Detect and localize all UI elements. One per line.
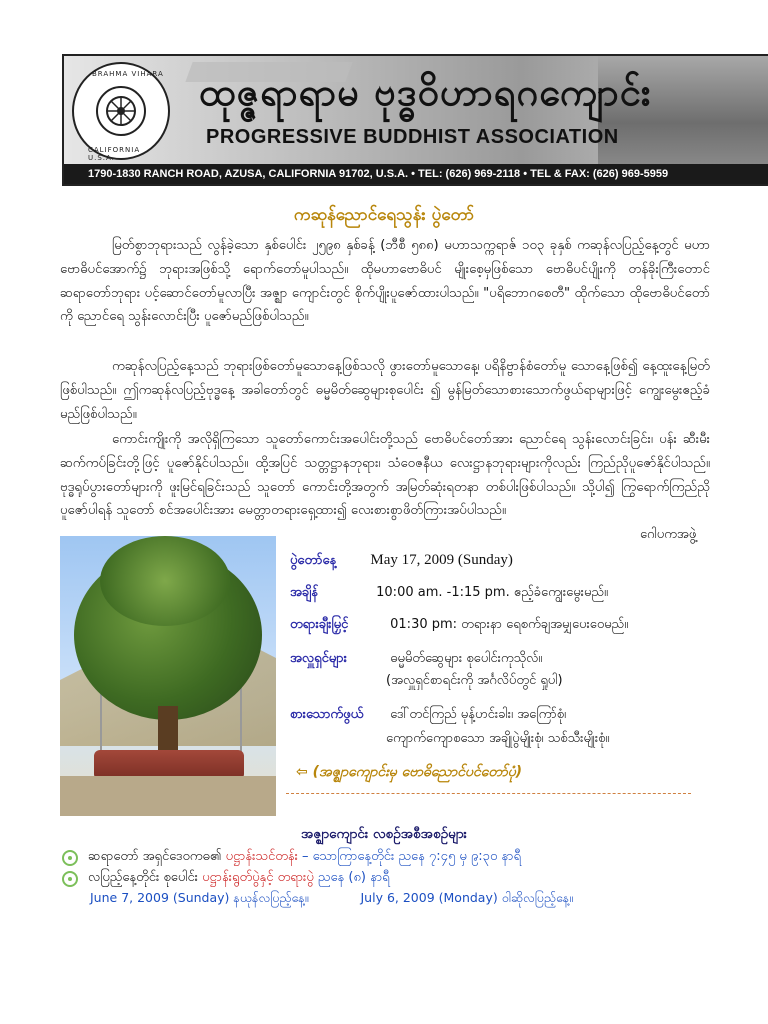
paragraph-3: ကောင်းကျိုးကို အလိုရှိကြသော သူတော်ကောင်းအပေါင်းတို့သည် ဗောဓိပင်တော်အား ညောင်ရေ သွန်းလောင်းခြင်း၊ ပန်း ဆီးမီးဆက်ကပ်ခြင်းတို့ဖြင့် ပူဇော်နိုင်ပါသည်။ ထို့အပြင် သတ္တဋ္ဌာနဘုရား၊ သံဝေဇနီယ လေးဋ္ဌာနဘုရားများကိုလည်း ကြည်ညိုပူဇော်နိုင်ပါသည်။ ဗုဒ္ဓရုပ်ပွားတော်များကို ဖူးမြင်ရခြင်းသည် သူတော် ကောင်းတို့အတွက် အမြတ်ဆုံးရတနာ တစ်ပါးဖြစ်ပါသည်။ သို့ပါ၍ ကြွရောက်ကြည်ညိုပူဇော်ပါရန် သူတော် စင်အပေါင်းအား မေတ္တာတရားရှေ့ထား၍ လေးစားစွာဖိတ်ကြားအပ်ပါသည်။ <box>60 432 710 519</box>
schedule-item-2-b: ပဋ္ဌာန်းရွတ်ပွဲနှင့် တရားပွဲ <box>202 870 314 885</box>
bullet-icon <box>62 850 78 866</box>
ground <box>60 776 276 816</box>
paragraph-1: မြတ်စွာဘုရားသည် လွန်ခဲ့သော နှစ်ပေါင်း ၂၅၉၈ နှစ်ခန့် (ဘီစီ ၅၈၈) မဟာသက္ကရာဇ် ၁၀၃ ခုနှစ် ကဆုန်လပြည့်နေ့တွင် မဟာဗောဓိပင်အောက်၌ ဘုရားအဖြစ်သို့ ရောက်တော်မူပါသည်။ ထိုမဟာဗောဓိပင် မျိုးစေ့မှဖြစ်သော ဗောဓိပင်ပျိုးကို တန်ခိုးကြီးတောင်ဆရာတော်ဘုရား ပင့်ဆောင်တော်မူလာပြီး အဇ္ဈာ ကျောင်းတွင် စိုက်ပျိုးပူဇော်ထားပါသည်။ "ပရိဘောဂစေတီ" ထိုက်သော ထိုဗောဓိပင်တော်ကို ညောင်ရေ သွန်းလောင်းပြီး ပူဇော်မည်ဖြစ်ပါသည်။ <box>60 238 710 325</box>
event-dhamma-value: 01:30 pm: တရားနာ ရေစက်ချအမျှပေးဝေမည်။ <box>390 617 629 632</box>
banner-title-myanmar: ထုဇ္ဇရာရာမ ဗုဒ္ဓဝိဟာရဂကျောင်း <box>199 69 652 114</box>
schedule-title: အဇ္ဈာကျောင်း လစဉ်အစီအစဉ်များ <box>301 826 467 842</box>
event-food-value: ဒေါ်တင်ကြည် မုန့်ဟင်းခါး၊ အကြော်စုံ၊ <box>390 707 567 722</box>
event-dhamma-label: တရားချီးမြှင့် <box>290 617 349 632</box>
divider <box>286 793 691 794</box>
schedule-dates <box>90 890 573 909</box>
schedule-item-1-b: ပဋ္ဌာန်းသင်တန်း <box>225 849 298 864</box>
event-donors-label: အလှူရှင်များ <box>290 651 347 666</box>
photo-caption-text: (အဇ္ဈာကျောင်းမှ ဗောဓိညောင်ပင်တော်ပုံ) <box>312 764 523 780</box>
event-food-value-2: ကျောက်ကျောစသော အချိုပွဲမျိုးစုံ၊ သစ်သီးမျိုးစုံ။ <box>386 731 610 746</box>
banner-title-english: PROGRESSIVE BUDDHIST ASSOCIATION <box>206 126 619 148</box>
photo-caption-link[interactable] <box>296 762 522 783</box>
arrow-left-icon: ⇦ <box>296 764 308 780</box>
seal-text-bottom: CALIFORNIA U.S.A. <box>88 146 141 162</box>
schedule-item-2-c: ညနေ (၈) နာရီ <box>317 870 390 885</box>
event-time-row <box>290 584 608 603</box>
event-donors-value: ဓမ္မမိတ်ဆွေများ စုပေါင်းကုသိုလ်။ <box>390 651 543 666</box>
schedule-item-1 <box>62 848 521 867</box>
bullet-icon <box>62 871 78 887</box>
signature: ဂေါပကအဖွဲ့ <box>640 527 697 542</box>
event-date-value: May 17, 2009 (Sunday) <box>370 552 513 568</box>
event-date-row <box>290 552 513 571</box>
dharma-wheel-icon <box>96 86 146 136</box>
document-heading: ကဆုန်ညောင်ရေသွန်း ပွဲတော် <box>293 205 475 225</box>
event-food-label: စားသောက်ဖွယ် <box>290 707 364 722</box>
event-time-value: 10:00 am. -1:15 pm. ဧည့်ခံကျွေးမွေးမည်။ <box>376 585 608 600</box>
schedule-date-july: July 6, 2009 (Monday) ဝါဆိုလပြည့်နေ့။ <box>360 890 574 905</box>
schedule-item-1-c: – သောကြာနေ့တိုင်း ညနေ ၇:၄၅ မှ ၉:၃၀ နာရီ <box>302 849 521 864</box>
schedule-item-1-a: ဆရာတော် အရှင်ဒေဝကဓ၏ <box>88 849 222 864</box>
banner-address: 1790-1830 RANCH ROAD, AZUSA, CALIFORNIA 91702, U.S.A. • TEL: (626) 969-2118 • TEL & FAX: (626) 969-5959 <box>64 164 768 184</box>
seal-text-top: BRAHMA VIHARA <box>92 70 164 78</box>
schedule-date-june: June 7, 2009 (Sunday) နယုန်လပြည့်နေ့။ <box>90 890 309 905</box>
schedule-item-2 <box>62 869 390 888</box>
paragraph-2: ကဆုန်လပြည့်နေ့သည် ဘုရားဖြစ်တော်မူသောနေ့ဖြစ်သလို ဖွားတော်မူသောနေ့၊ ပရိနိဗ္ဗာန်စံတော်မူ သောနေ့ဖြစ်၍ နေ့ထူးနေ့မြတ်ဖြစ်ပါသည်။ ဤကဆုန်လပြည့်ဗုဒ္ဓနေ့ အခါတော်တွင် ဓမ္မမိတ်ဆွေများစုပေါင်း ၍ မွန်မြတ်သောစားသောက်ဖွယ်ရာများဖြင့် ကျွေးမွေးဧည့်ခံမည်ဖြစ်ပါသည်။ <box>60 359 710 422</box>
event-date-label: ပွဲတော်နေ့ <box>290 553 337 568</box>
event-dhamma-row <box>290 616 628 635</box>
association-seal <box>72 62 170 160</box>
tree-canopy-top <box>100 536 230 626</box>
header-banner <box>62 54 768 186</box>
event-donors-row <box>290 650 542 669</box>
event-time-label: အချိန် <box>290 585 319 600</box>
bodhi-tree-photo <box>60 536 276 816</box>
event-food-row <box>290 706 566 725</box>
event-donors-note: (အလှူရှင်စာရင်းကို အင်္ဂလိပ်တွင် ရှုပါ) <box>386 673 563 688</box>
schedule-item-2-a: လပြည့်နေ့တိုင်း စုပေါင်း <box>88 870 198 885</box>
